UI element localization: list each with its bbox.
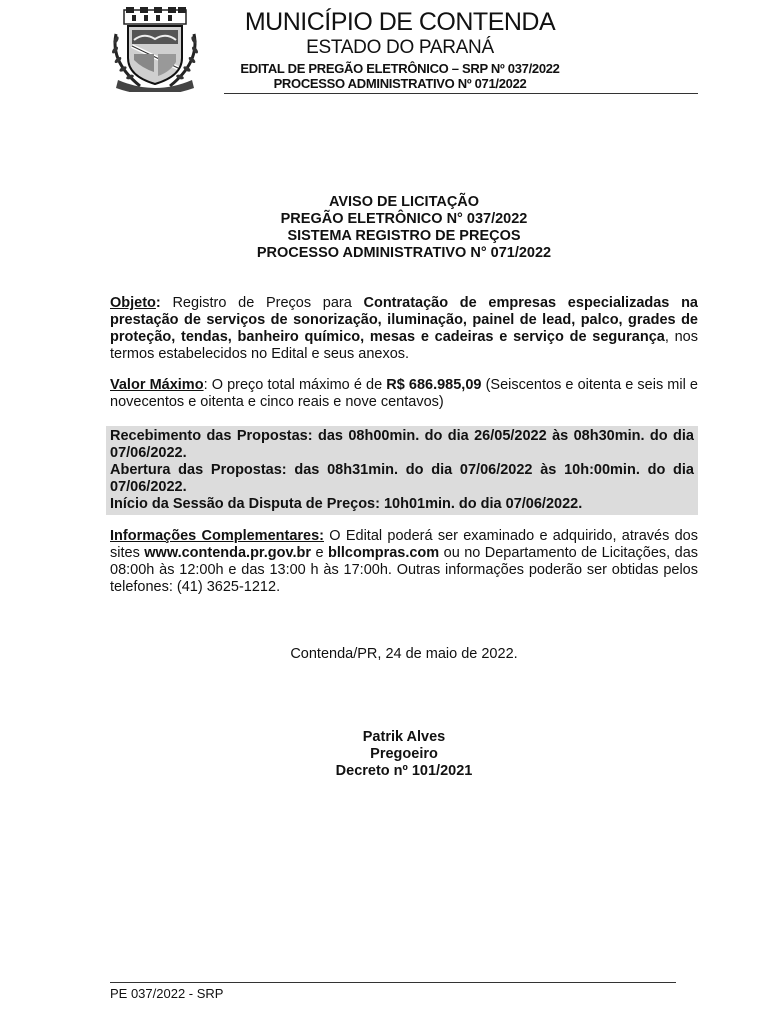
notice-title-block bbox=[110, 194, 698, 262]
sessao-line: Início da Sessão da Disputa de Preços: 10h01min. do dia 07/06/2022. bbox=[110, 496, 583, 512]
footer-divider bbox=[110, 982, 676, 983]
signatory-decree: Decreto nº 101/2021 bbox=[335, 763, 473, 779]
edital-reference: EDITAL DE PREGÃO ELETRÔNICO – SRP Nº 037/2022 bbox=[240, 61, 560, 76]
pregao-number: PREGÃO ELETRÔNICO N° 037/2022 bbox=[280, 211, 528, 227]
process-number: PROCESSO ADMINISTRATIVO N° 071/2022 bbox=[256, 245, 552, 261]
valor-amount: R$ 686.985,09 bbox=[386, 377, 482, 393]
info-text-end: ou no Departamento de Licitações, das 08:00h às 12:00h e das 13:00 h às 17:00h. Outras informações poderão ser obtidas pelos telefones: (41) 3625-1212. bbox=[110, 545, 699, 595]
abertura-line: Abertura das Propostas: das 08h31min. do dia 07/06/2022 às 10h:00min. do dia 07/06/2022. bbox=[110, 462, 694, 495]
website-link-bllcompras[interactable]: bllcompras.com bbox=[327, 545, 440, 561]
info-text-intro: O Edital poderá ser examinado e adquirido, através dos sites bbox=[110, 528, 698, 561]
processo-reference: PROCESSO ADMINISTRATIVO Nº 071/2022 bbox=[273, 76, 527, 91]
header-divider bbox=[224, 93, 698, 94]
objeto-text-bold: Contratação de empresas especializadas na prestação de serviços de sonorização, iluminação, painel de lead, palco, grades de proteção, tendas, banheiro químico, mesas e cadeiras e serviço de segurança bbox=[110, 295, 698, 345]
signatory-role: Pregoeiro bbox=[370, 746, 438, 762]
info-label: Informações Complementares: bbox=[110, 528, 324, 544]
document-date: Contenda/PR, 24 de maio de 2022. bbox=[290, 646, 518, 662]
info-text-and: e bbox=[311, 545, 328, 561]
website-link-contenda[interactable]: www.contenda.pr.gov.br bbox=[144, 545, 312, 561]
state-subtitle: ESTADO DO PARANÁ bbox=[306, 37, 494, 58]
municipal-coat-of-arms-icon bbox=[104, 6, 206, 92]
objeto-text-end: , nos termos estabelecidos no Edital e seus anexos. bbox=[110, 329, 698, 362]
valor-paragraph bbox=[110, 377, 698, 411]
registration-system: SISTEMA REGISTRO DE PREÇOS bbox=[287, 228, 521, 244]
info-paragraph bbox=[110, 528, 698, 596]
valor-text-intro: : O preço total máximo é de bbox=[203, 377, 387, 393]
schedule-box bbox=[106, 426, 698, 515]
objeto-text-intro: Registro de Preços para bbox=[160, 295, 364, 311]
notice-title: AVISO DE LICITAÇÃO bbox=[328, 194, 480, 210]
signature-block bbox=[110, 729, 698, 780]
footer-reference: PE 037/2022 - SRP bbox=[110, 986, 224, 1001]
objeto-paragraph bbox=[110, 295, 698, 363]
signatory-name: Patrik Alves bbox=[362, 729, 446, 745]
valor-text-words: (Seiscentos e oitenta e seis mil e novecentos e oitenta e cinco reais e nove centavos) bbox=[110, 377, 699, 410]
objeto-label: Objeto bbox=[110, 295, 156, 311]
valor-label: Valor Máximo bbox=[110, 377, 204, 393]
recebimento-line: Recebimento das Propostas: das 08h00min. do dia 26/05/2022 às 08h30min. do dia 07/06/2022. bbox=[110, 428, 694, 461]
objeto-colon: : bbox=[155, 295, 161, 311]
municipality-title: MUNICÍPIO DE CONTENDA bbox=[244, 8, 556, 36]
